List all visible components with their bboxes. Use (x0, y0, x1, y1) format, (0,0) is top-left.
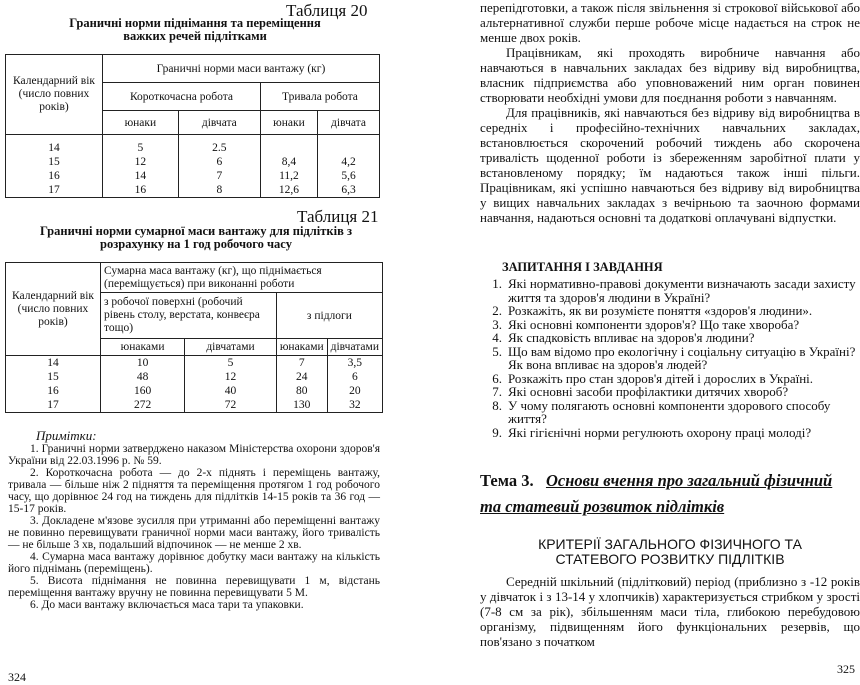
criteria-title (480, 537, 860, 567)
right-paragraphs (480, 0, 860, 225)
table20 (5, 54, 380, 198)
list-item: 1. Які нормативно-правові документи визначають засади захисту життя та здоров'я людини в Україні? (492, 276, 856, 305)
notes (8, 430, 380, 611)
criteria-title-line2: СТАТЕВОГО РОЗВИТКУ ПІДЛІТКІВ (555, 551, 785, 567)
theme-label: Тема 3. (480, 471, 534, 490)
questions-list (480, 277, 860, 439)
paragraph: Середній шкільний (підлітковий) період (приблизно з -12 років у дівчаток і з 13-14 у хлопчиків) характеризується стрибком у зрості (7-8 см за рік), збільшенням маси тіла, глибокою перебудовою організму, підвищенням його функціональних резервів, що пов'язано з початком (480, 574, 860, 649)
right-page (430, 0, 860, 684)
notes-title: Примітки: (36, 428, 97, 443)
last-paragraph (480, 574, 860, 649)
table21-header-girls-floor: дівчатами (327, 339, 382, 356)
table20-header-girls-short: дівчата (178, 111, 260, 135)
table21-header-boys-floor: юнаками (276, 339, 327, 356)
table20-header-girls-long: дівчата (318, 111, 380, 135)
table21 (5, 262, 383, 413)
table20-header-norms: Граничні норми маси вантажу (кг) (103, 55, 380, 83)
table20-number: Таблиця 20 (286, 1, 368, 20)
table20-title-line1: Граничні норми піднімання та переміщення (69, 16, 321, 30)
paragraph: Працівникам, які проходять виробниче навчання або навчаються в навчальних закладах без відриву від виробництва, власник підприємства або уповноважений ним орган повинен створювати необхідні умови для поєднання роботи з навчанням. (480, 45, 860, 105)
theme-title-line2: та статевий розвиток підлітків (480, 497, 725, 516)
table21-header-floor: з підлоги (276, 293, 382, 339)
note-item: 5. Висота піднімання не повинна перевищувати 1 м, відстань переміщення вантажу вручну не повинна перевищувати 5 М. (8, 575, 380, 599)
list-item: 2. Розкажіть, як ви розумієте поняття «здоров'я людини». (492, 303, 813, 318)
table-row: 17 16 8 12,6 6,3 (6, 183, 380, 198)
list-item: 8. У чому полягають основні компоненти здорового способу життя? (492, 397, 831, 426)
table-row: 15 12 6 8,4 4,2 (6, 155, 380, 169)
paragraph: перепідготовки, а також після звільнення зі строкової військової або альтернативної служби перше робоче місце надається на строк не менше двох років. (480, 0, 860, 45)
table-row: 15 48 12 24 6 (6, 370, 383, 384)
list-item: 4. Як спадковість впливає на здоров'я людини? (492, 330, 755, 345)
table21-header-surface: з робочої поверхні (робочий рівень столу, верстата, конвеєра тощо) (101, 293, 277, 339)
paragraph: Для працівників, які навчаються без відриву від виробництва в середніх і професійно-технічних навчальних закладах, встановлюється скорочений робочий тиждень або скорочена тривалість щоденної роботи із збереженням заробітної плати у встановленому порядку; їм надаються також інші пільги. Працівникам, які успішно навчаються без відриву від виробництва у вищих навчальних закладах з вечірньою та заочною формами навчання, надаються основні та додаткові оплачувані відпустки. (480, 105, 860, 225)
table21-title-line2: розрахунку на 1 год робочого часу (100, 237, 292, 251)
table21-title (12, 225, 380, 251)
table20-header-boys-long: юнаки (260, 111, 317, 135)
table-row: 16 160 40 80 20 (6, 384, 383, 398)
list-item: 5. Що вам відомо про екологічну і соціальну ситуацію в Україні? Як вона впливає на здоров'я людей? (492, 343, 856, 372)
table20-title-line2: важких речей підлітками (123, 29, 267, 43)
table-row: 17 272 72 130 32 (6, 398, 383, 413)
theme-title-line1: Основи вчення про загальний фізичний (545, 471, 833, 490)
note-item: 1. Граничні норми затверджено наказом Міністерства охорони здоров'я України від 22.03.1996 р. № 59. (8, 443, 380, 467)
table20-header-short: Короткочасна робота (103, 83, 261, 111)
list-item: 9. Які гігієнічні норми регулюють охорону праці молоді? (492, 424, 812, 440)
table21-title-line1: Граничні норми сумарної маси вантажу для підлітків з (40, 224, 352, 238)
table20-header-long: Тривала робота (260, 83, 379, 111)
note-item: 6. До маси вантажу включається маса тари та упаковки. (30, 599, 304, 611)
table-row: 14 10 5 7 3,5 (6, 356, 383, 371)
page-number-right: 325 (837, 662, 855, 676)
note-item: 3. Докладене м'язове зусилля при утриманні або переміщенні вантажу не повинно перевищувати граничної норми маси вантажу, його тривалість — не більше 3 хв, подальший відпочинок — не менше 2 хв. (8, 515, 380, 551)
table21-header-sum: Сумарна маса вантажу (кг), що піднімається (переміщується) при виконанні роботи (101, 263, 383, 293)
table20-header-boys-short: юнаки (103, 111, 179, 135)
list-item: 3. Які основні компоненти здоров'я? Що таке хвороба? (492, 316, 800, 332)
note-item: 4. Сумарна маса вантажу дорівнює добутку маси вантажу на кількість його піднімань (переміщень). (8, 551, 380, 575)
list-item: 7. Які основні засоби профілактики дитячих хвороб? (492, 384, 789, 399)
note-item: 2. Короткочасна робота — до 2-х піднять і переміщень вантажу, тривала — більше ніж 2 підняття та переміщення протягом 1 год робочого часу, що дорівнює 24 год на тиждень для підлітків 14-15 років та 36 год — 15-17 років. (8, 467, 380, 515)
criteria-title-line1: КРИТЕРІЇ ЗАГАЛЬНОГО ФІЗИЧНОГО ТА (538, 536, 802, 552)
table20-title (20, 17, 370, 43)
left-page (0, 0, 430, 684)
table21-header-girls-surface: дівчатами (185, 339, 277, 356)
theme-heading (480, 468, 860, 520)
list-item: 6. Розкажіть про стан здоров'я дітей і дорослих в Україні. (492, 370, 814, 386)
questions-title: ЗАПИТАННЯ І ЗАВДАННЯ (502, 260, 663, 274)
table-row: 14 5 2.5 (6, 141, 380, 155)
table21-header-age: Календарний вік (число повних років) (6, 263, 101, 356)
page-number-left: 324 (8, 670, 26, 684)
table-row: 16 14 7 11,2 5,6 (6, 169, 380, 183)
table21-number: Таблиця 21 (297, 207, 379, 226)
table20-header-age: Календарний вік (число повних років) (6, 55, 103, 135)
table21-header-boys-surface: юнаками (101, 339, 185, 356)
